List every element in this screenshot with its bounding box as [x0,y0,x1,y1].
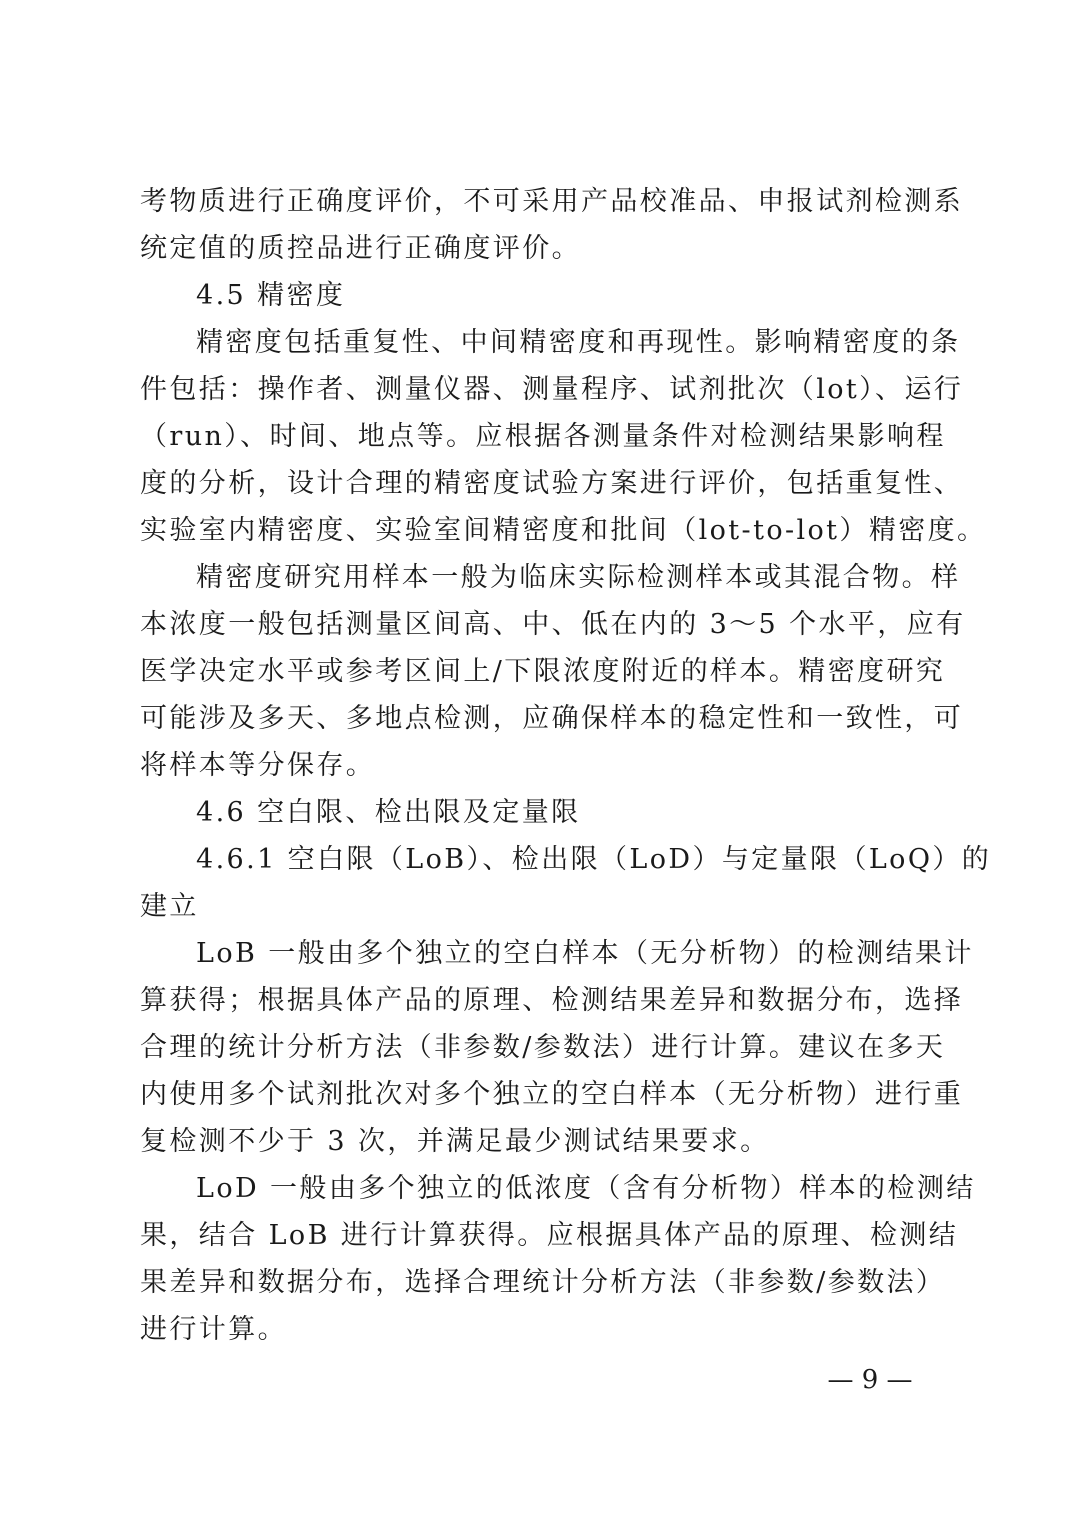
text-line: 件包括：操作者、测量仪器、测量程序、试剂批次（lot）、运行 [140,374,964,405]
text-line: 考物质进行正确度评价，不可采用产品校准品、申报试剂检测系 [140,186,964,217]
text-line: 精密度包括重复性、中间精密度和再现性。影响精密度的条 [196,327,961,358]
text-line: LoB 一般由多个独立的空白样本（无分析物）的检测结果计 [196,938,974,969]
text-line: 果，结合 LoB 进行计算获得。应根据具体产品的原理、检测结 [140,1220,959,1251]
text-line: （run）、时间、地点等。应根据各测量条件对检测结果影响程 [140,421,946,452]
text-line: 复检测不少于 3 次，并满足最少测试结果要求。 [140,1126,770,1157]
text-line: 内使用多个试剂批次对多个独立的空白样本（无分析物）进行重 [140,1079,964,1110]
text-line: 算获得；根据具体产品的原理、检测结果差异和数据分布，选择 [140,985,964,1016]
text-line: 统定值的质控品进行正确度评价。 [140,233,581,264]
text-line: 可能涉及多天、多地点检测，应确保样本的稳定性和一致性，可 [140,703,964,734]
section-heading: 4.5 精密度 [196,280,346,311]
text-line: 精密度研究用样本一般为临床实际检测样本或其混合物。样 [196,562,961,593]
text-line: 进行计算。 [140,1314,287,1345]
text-line: 将样本等分保存。 [140,750,376,781]
text-line: 合理的统计分析方法（非参数/参数法）进行计算。建议在多天 [140,1032,946,1063]
subsection-heading-continued: 建立 [140,891,199,922]
text-line: LoD 一般由多个独立的低浓度（含有分析物）样本的检测结 [196,1173,976,1204]
text-line: 度的分析，设计合理的精密度试验方案进行评价，包括重复性、 [140,468,964,499]
page-number: — 9 — [827,1365,913,1395]
text-line: 本浓度一般包括测量区间高、中、低在内的 3～5 个水平，应有 [140,609,966,640]
text-line: 医学决定水平或参考区间上/下限浓度附近的样本。精密度研究 [140,656,946,687]
text-line: 果差异和数据分布，选择合理统计分析方法（非参数/参数法） [140,1267,946,1298]
section-heading: 4.6 空白限、检出限及定量限 [196,797,581,828]
subsection-heading: 4.6.1 空白限（LoB）、检出限（LoD）与定量限（LoQ）的 [196,844,992,875]
text-line: 实验室内精密度、实验室间精密度和批间（lot-to-lot）精密度。 [140,515,987,546]
